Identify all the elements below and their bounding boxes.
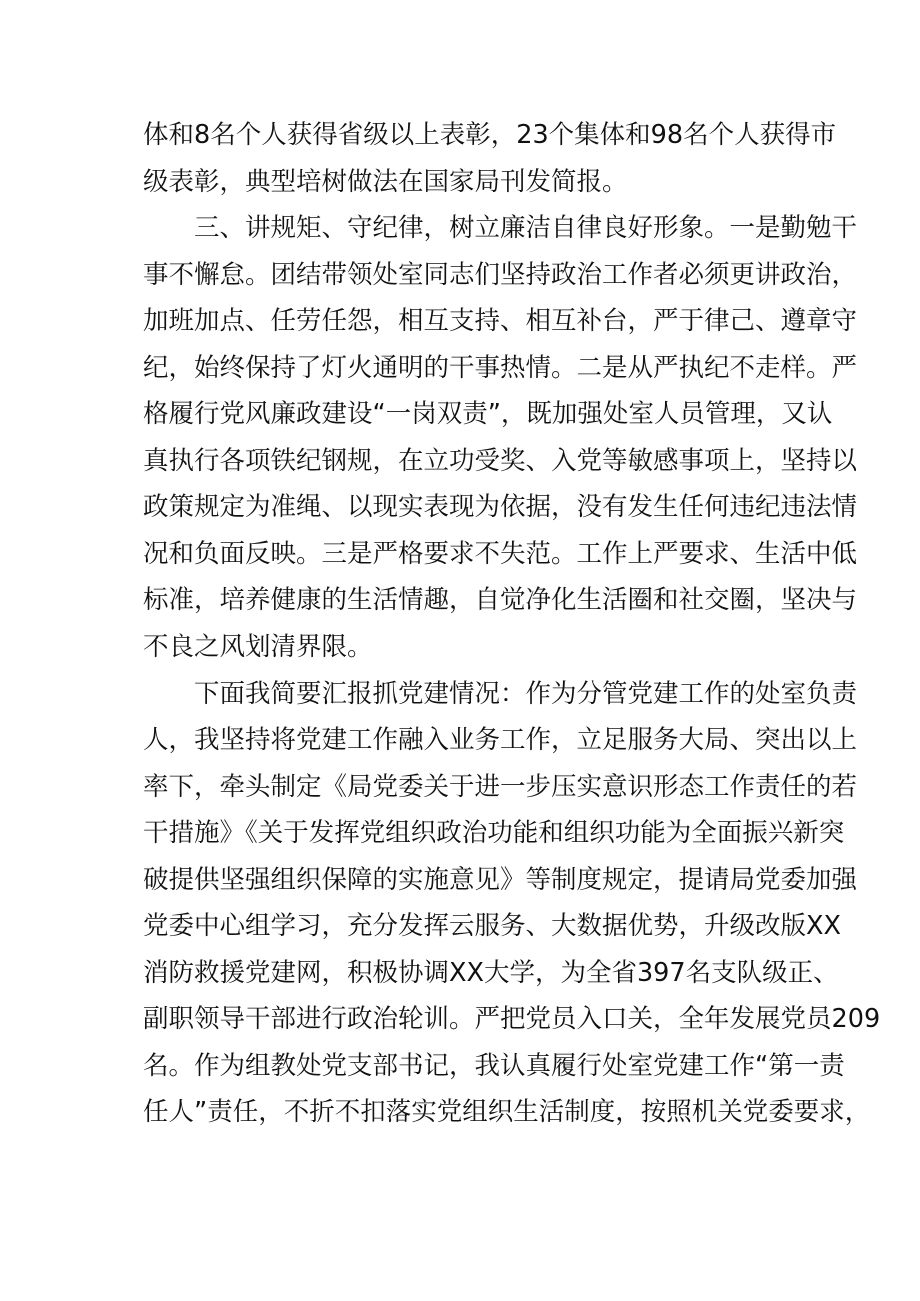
text-line: 人，我坚持将党建工作融入业务工作，立足服务大局、突出以上 [143, 725, 858, 756]
text-line: 破提供坚强组织保障的实施意见》等制度规定，提请局党委加强 [143, 864, 858, 895]
text-line: 体和8名个人获得省级以上表彰，23个集体和98名个人获得市 [143, 120, 837, 150]
text-line: 任人”责任，不折不扣落实党组织生活制度，按照机关党委要求， [143, 1097, 871, 1128]
text-line: 党委中心组学习，充分发挥云服务、大数据优势，升级改版XX [143, 911, 841, 942]
body-text [143, 112, 881, 1136]
text-line: 副职领导干部进行政治轮训。严把党员入口关，全年发展党员209 [143, 1004, 881, 1035]
text-line: 干措施》《关于发挥党组织政治功能和组织功能为全面振兴新突 [143, 818, 845, 849]
text-line: 三、讲规矩、守纪律，树立廉洁自律良好形象。一是勤勉干 [143, 213, 858, 244]
text-line: 政策规定为准绳、以现实表现为依据，没有发生任何违纪违法情 [143, 492, 858, 523]
text-line: 级表彰，典型培树做法在国家局刊发简报。 [143, 166, 628, 197]
text-line: 名。作为组教处党支部书记，我认真履行处室党建工作“第一责 [143, 1050, 845, 1081]
text-line: 下面我简要汇报抓党建情况：作为分管党建工作的处室负责 [143, 678, 858, 709]
text-line: 不良之风划清界限。 [143, 632, 373, 663]
text-line: 纪，始终保持了灯火通明的干事热情。二是从严执纪不走样。严 [143, 352, 858, 383]
text-line: 加班加点、任劳任怨，相互支持、相互补台，严于律己、遵章守 [143, 306, 858, 337]
text-line: 真执行各项铁纪钢规，在立功受奖、入党等敏感事项上，坚持以 [143, 445, 858, 476]
text-line: 况和负面反映。三是严格要求不失范。工作上严要求、生活中低 [143, 538, 858, 569]
text-line: 消防救援党建网，积极协调XX大学，为全省397名支队级正、 [143, 957, 839, 988]
text-line: 率下，牵头制定《局党委关于进一步压实意识形态工作责任的若 [143, 771, 858, 802]
text-line: 标准，培养健康的生活情趣，自觉净化生活圈和社交圈，坚决与 [143, 585, 858, 616]
text-line: 格履行党风廉政建设“一岗双责”，既加强处室人员管理，又认 [143, 399, 833, 430]
text-line: 事不懈怠。团结带领处室同志们坚持政治工作者必须更讲政治， [143, 259, 858, 290]
